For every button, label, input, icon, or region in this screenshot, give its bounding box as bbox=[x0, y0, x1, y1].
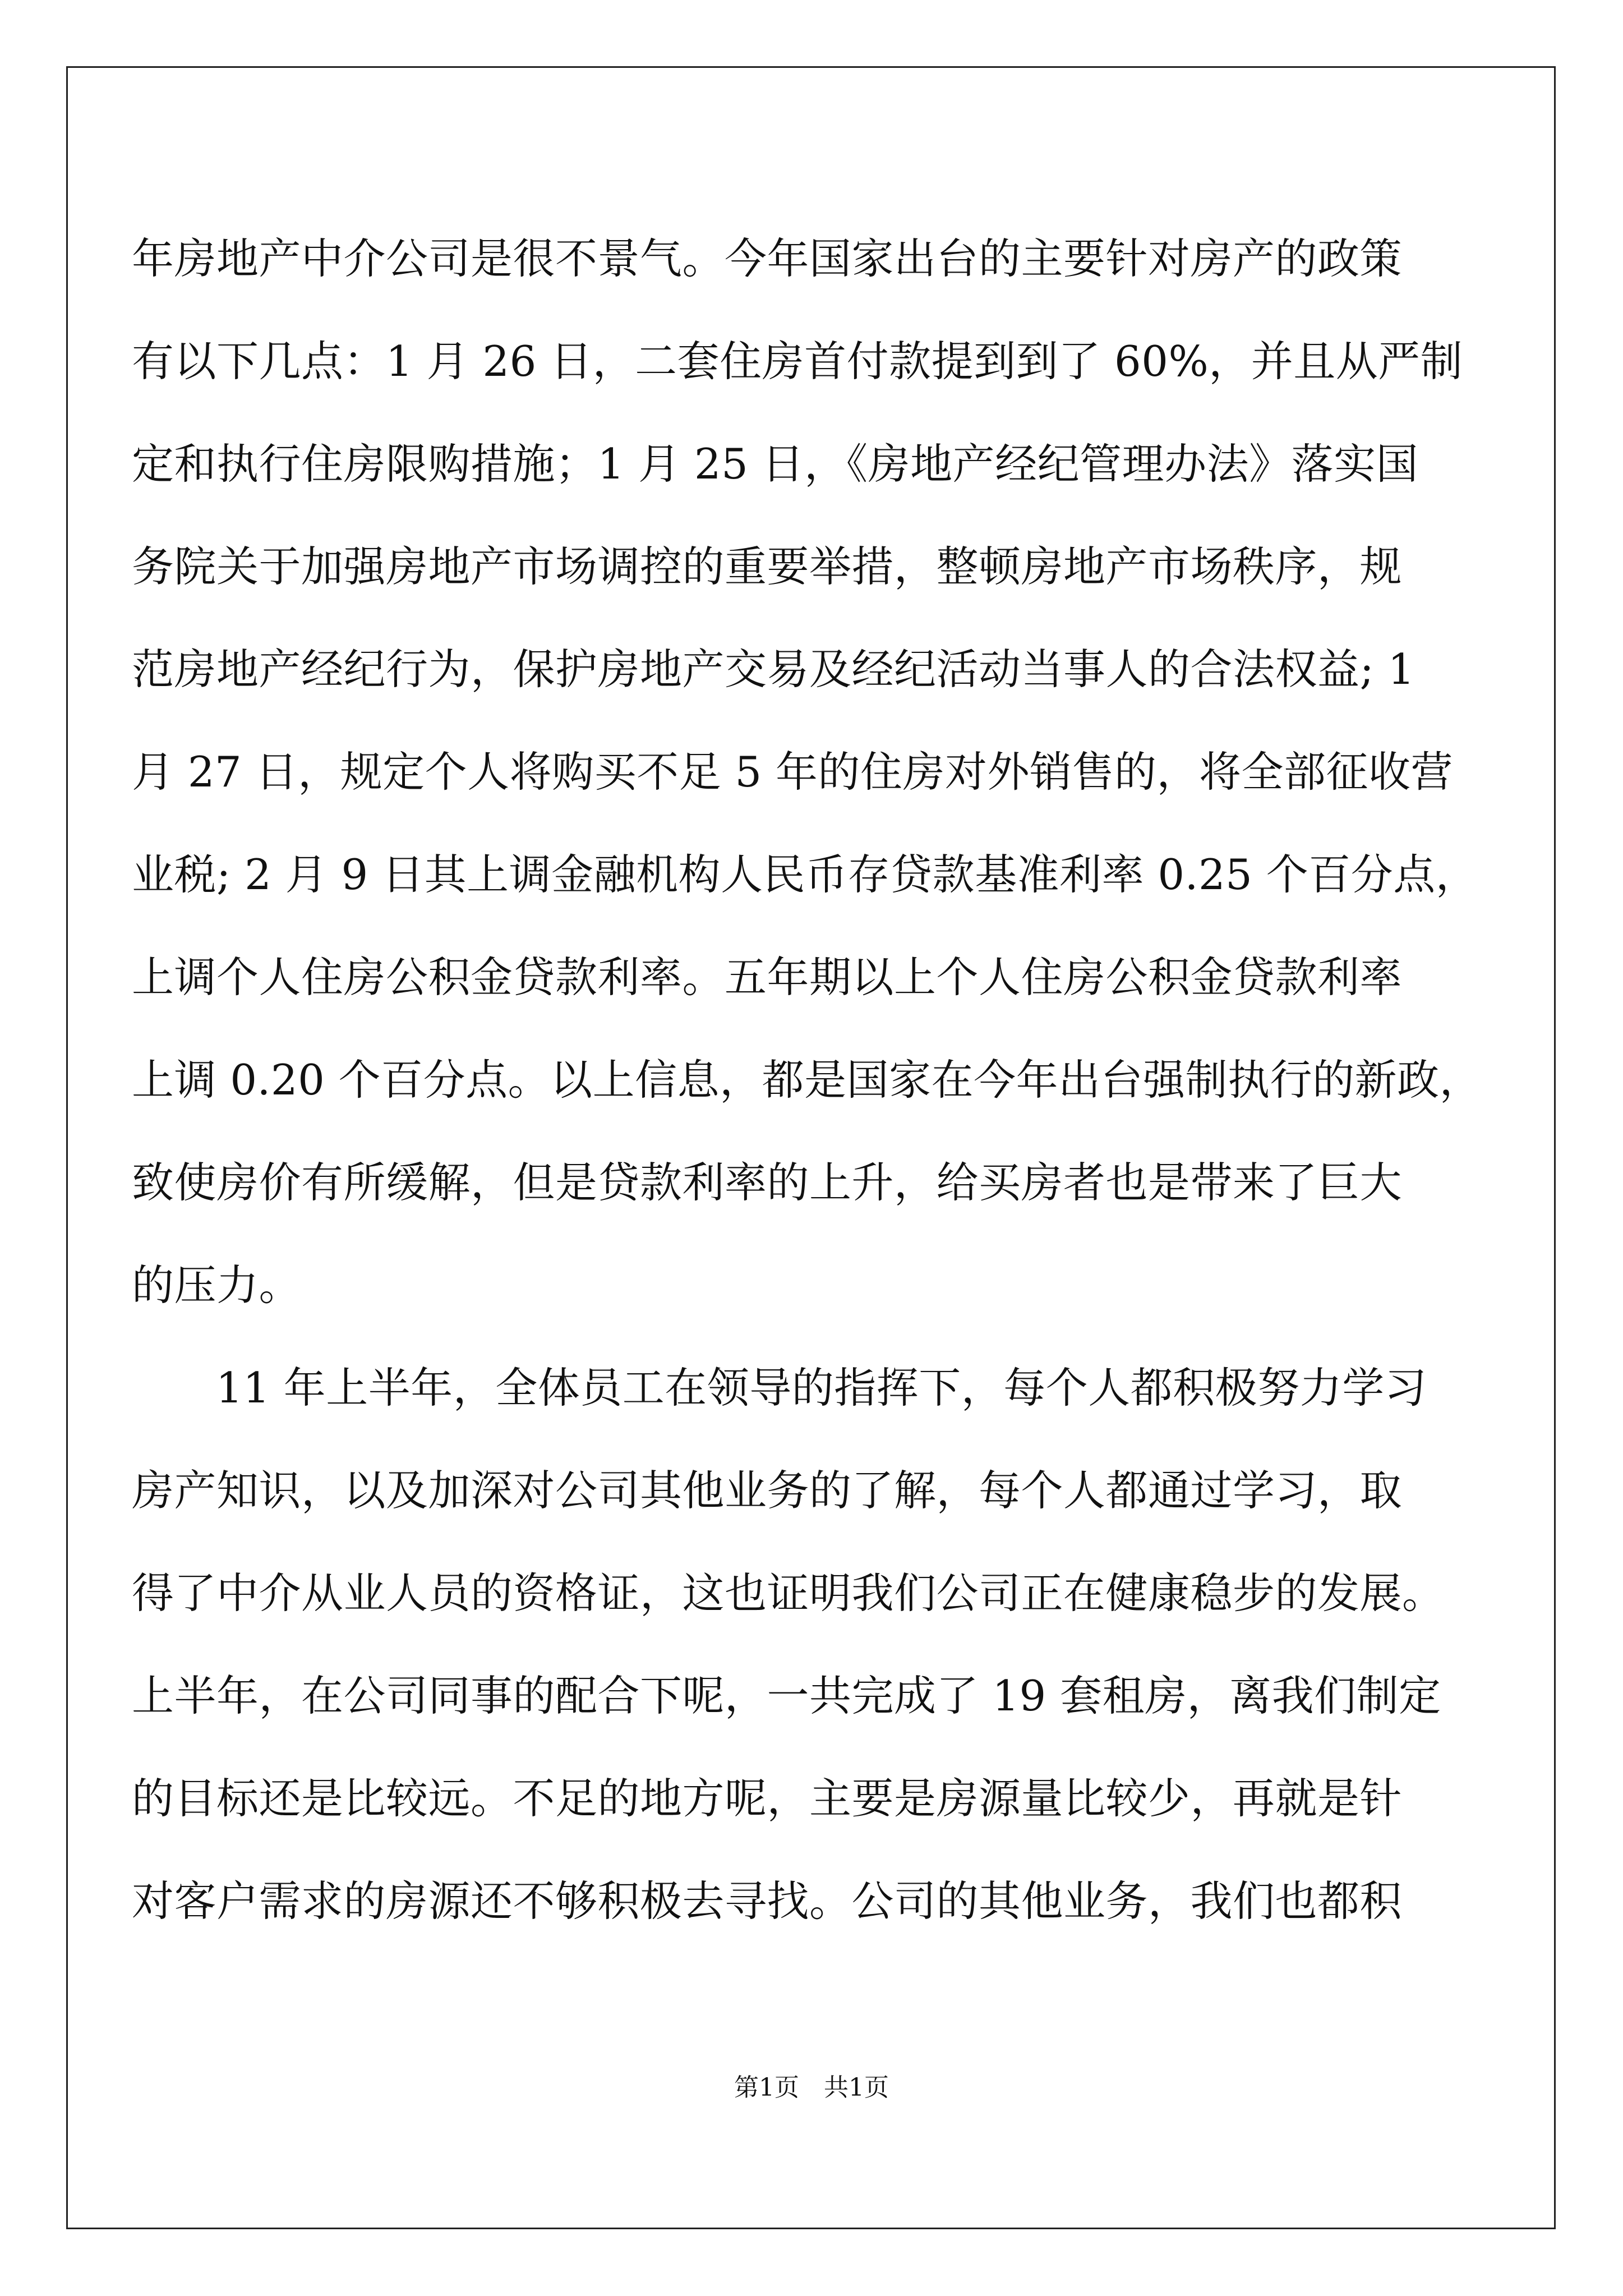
text-line: 范房地产经纪行为，保护房地产交易及经纪活动当事人的合法权益; 1 bbox=[132, 645, 1415, 694]
text-line: 房产知识，以及加深对公司其他业务的了解，每个人都通过学习，取 bbox=[132, 1466, 1403, 1515]
page-number-footer: 第1页 共1页 bbox=[734, 2073, 889, 2102]
text-line: 的压力。 bbox=[132, 1260, 302, 1310]
text-line: 得了中介从业人员的资格证，这也证明我们公司正在健康稳步的发展。 bbox=[132, 1568, 1445, 1618]
paragraph bbox=[132, 1337, 1492, 1953]
text-line: 务院关于加强房地产市场调控的重要举措，整顿房地产市场秩序，规 bbox=[132, 542, 1403, 591]
text-line: 上调 0.20 个百分点。以上信息，都是国家在今年出台强制执行的新政， bbox=[132, 1055, 1482, 1105]
text-line: 11 年上半年，全体员工在领导的指挥下，每个人都积极努力学习 bbox=[216, 1363, 1427, 1412]
text-line: 业税; 2 月 9 日其上调金融机构人民币存贷款基准利率 0.25 个百分点， bbox=[132, 850, 1478, 899]
text-line: 年房地产中介公司是很不景气。今年国家出台的主要针对房产的政策 bbox=[132, 234, 1403, 283]
text-line: 有以下几点：1 月 26 日，二套住房首付款提到到了 60%，并且从严制 bbox=[132, 337, 1463, 386]
text-line: 定和执行住房限购措施；1 月 25 日，《房地产经纪管理办法》落实国 bbox=[132, 439, 1419, 489]
text-line: 上半年，在公司同事的配合下呢，一共完成了 19 套租房，离我们制定 bbox=[132, 1671, 1441, 1720]
text-line: 对客户需求的房源还不够积极去寻找。公司的其他业务，我们也都积 bbox=[132, 1876, 1403, 1926]
text-line: 上调个人住房公积金贷款利率。五年期以上个人住房公积金贷款利率 bbox=[132, 953, 1403, 1002]
text-line: 的目标还是比较远。不足的地方呢，主要是房源量比较少，再就是针 bbox=[132, 1774, 1403, 1823]
text-line: 月 27 日，规定个人将购买不足 5 年的住房对外销售的，将全部征收营 bbox=[132, 747, 1454, 797]
text-line: 致使房价有所缓解，但是贷款利率的上升，给买房者也是带来了巨大 bbox=[132, 1158, 1403, 1207]
paragraph bbox=[132, 208, 1492, 1337]
document-body bbox=[132, 208, 1492, 1953]
